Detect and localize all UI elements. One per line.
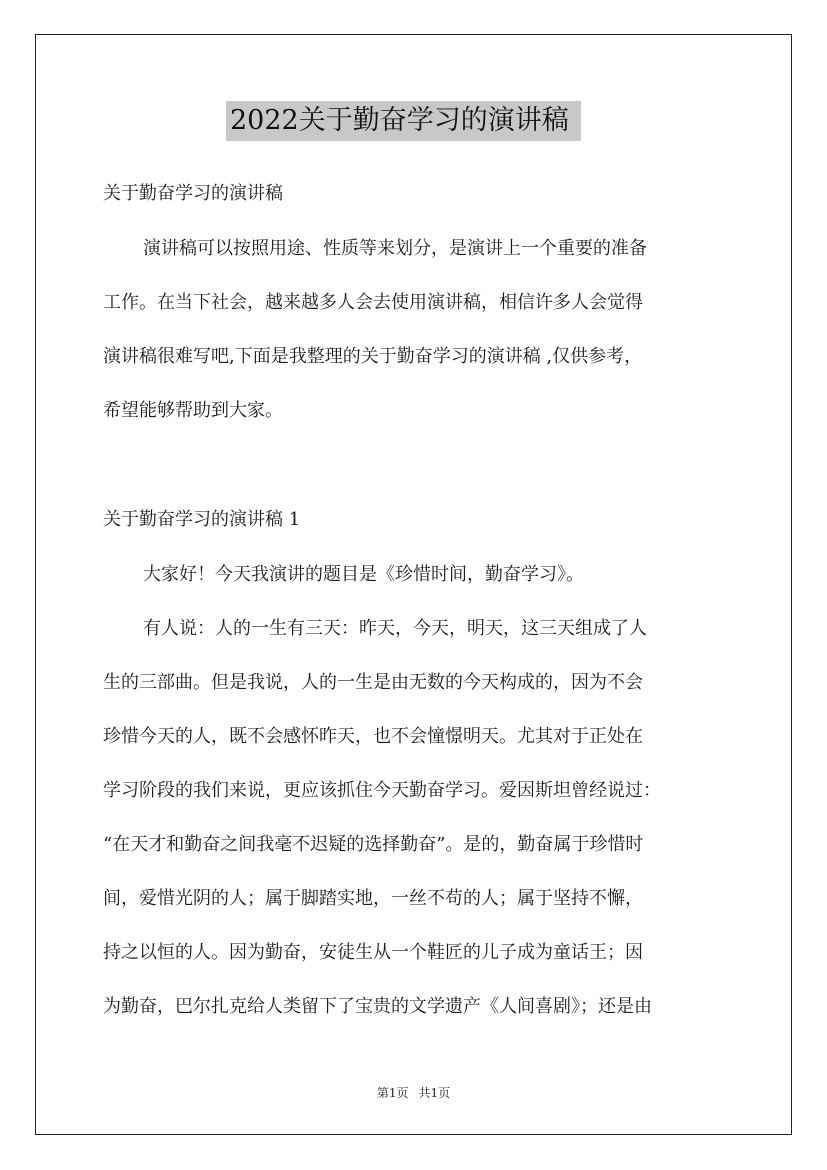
intro-line: 演讲稿可以按照用途、性质等来划分，是演讲上一个重要的准备 [143,238,647,259]
intro-line: 工作。在当下社会，越来越多人会去使用演讲稿，相信许多人会觉得 [103,292,643,313]
body-line: 珍惜今天的人，既不会感怀昨天，也不会憧憬明天。尤其对于正处在 [103,726,643,747]
document-subtitle: 关于勤奋学习的演讲稿 [103,183,283,204]
body-line: “在天才和勤奋之间我毫不迟疑的选择勤奋”。是的，勤奋属于珍惜时 [103,834,644,855]
document-title: 2022关于勤奋学习的演讲稿 [226,101,581,141]
body-line: 生的三部曲。但是我说，人的一生是由无数的今天构成的，因为不会 [103,672,643,693]
body-line: 为勤奋，巴尔扎克给人类留下了宝贵的文学遗产《人间喜剧》；还是由 [103,996,652,1017]
body-line: 学习阶段的我们来说，更应该抓住今天勤奋学习。爱因斯坦曾经说过： [103,780,661,801]
page-number: 第1页 [376,1086,409,1100]
body-line: 间，爱惜光阴的人；属于脚踏实地，一丝不苟的人；属于坚持不懈， [103,888,643,909]
intro-line: 希望能够帮助到大家。 [103,400,283,421]
intro-line: 演讲稿很难写吧,下面是我整理的关于勤奋学习的演讲稿 ,仅供参考， [103,346,643,367]
body-line: 有人说：人的一生有三天：昨天，今天，明天，这三天组成了人 [143,618,647,639]
page-footer [0,1085,827,1101]
page-total: 共1页 [418,1086,451,1100]
section-heading: 关于勤奋学习的演讲稿 1 [103,509,301,530]
greeting-paragraph: 大家好！今天我演讲的题目是《珍惜时间，勤奋学习》。 [143,564,584,585]
body-line: 持之以恒的人。因为勤奋，安徒生从一个鞋匠的儿子成为童话王；因 [103,942,643,963]
